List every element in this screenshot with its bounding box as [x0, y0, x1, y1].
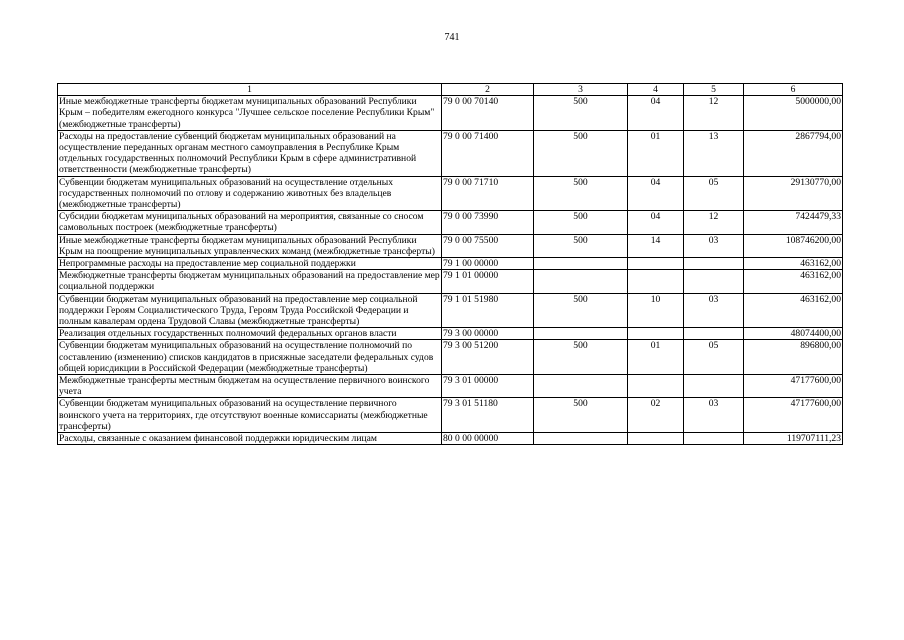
row-section-cell: 04 [628, 211, 684, 234]
row-section-cell: 02 [628, 398, 684, 433]
table-row [58, 130, 843, 176]
row-name-cell: Реализация отдельных государственных полномочий федеральных органов власти [58, 328, 442, 340]
row-expense-type-cell: 500 [534, 293, 628, 328]
row-sum-cell: 896800,00 [744, 340, 843, 375]
row-name-cell: Непрограммные расходы на предоставление мер социальной поддержки [58, 258, 442, 270]
table-row [58, 234, 843, 257]
row-name-cell: Субсидии бюджетам муниципальных образований на мероприятия, связанные со сносом самовольных построек (межбюджетные трансферты) [58, 211, 442, 234]
row-expense-type-cell: 500 [534, 398, 628, 433]
header-cell-3: 3 [534, 84, 628, 96]
row-name-cell: Межбюджетные трансферты местным бюджетам на осуществление первичного воинского учета [58, 375, 442, 398]
row-sum-cell: 119707111,23 [744, 433, 843, 445]
row-code-cell: 79 0 00 70140 [442, 96, 534, 131]
row-code-cell: 79 1 00 00000 [442, 258, 534, 270]
row-code-cell: 79 3 01 51180 [442, 398, 534, 433]
row-sum-cell: 7424479,33 [744, 211, 843, 234]
header-cell-4: 4 [628, 84, 684, 96]
table-row [58, 433, 843, 445]
row-sum-cell: 47177600,00 [744, 398, 843, 433]
row-name-cell: Субвенции бюджетам муниципальных образований на предоставление мер социальной поддержки Героям Социалистического Труда, Героям Труда Российской Федерации и полным кавалерам ордена Трудовой Славы (межбюджетные трансферты) [58, 293, 442, 328]
row-sum-cell: 108746200,00 [744, 234, 843, 257]
header-cell-1: 1 [58, 84, 442, 96]
row-section-cell: 10 [628, 293, 684, 328]
row-expense-type-cell [534, 375, 628, 398]
row-subsection-cell: 12 [684, 211, 744, 234]
row-section-cell: 01 [628, 130, 684, 176]
row-code-cell: 79 1 01 51980 [442, 293, 534, 328]
row-section-cell: 04 [628, 176, 684, 211]
row-sum-cell: 2867794,00 [744, 130, 843, 176]
row-name-cell: Иные межбюджетные трансферты бюджетам муниципальных образований Республики Крым на поощрение муниципальных управленческих команд (межбюджетные трансферты) [58, 234, 442, 257]
row-code-cell: 79 3 00 00000 [442, 328, 534, 340]
row-expense-type-cell: 500 [534, 176, 628, 211]
row-subsection-cell: 05 [684, 340, 744, 375]
table-row [58, 211, 843, 234]
row-sum-cell: 5000000,00 [744, 96, 843, 131]
row-sum-cell: 463162,00 [744, 293, 843, 328]
budget-table [57, 83, 843, 445]
row-code-cell: 79 0 00 75500 [442, 234, 534, 257]
row-subsection-cell: 05 [684, 176, 744, 211]
table-row [58, 96, 843, 131]
row-section-cell: 14 [628, 234, 684, 257]
row-expense-type-cell [534, 433, 628, 445]
row-sum-cell: 463162,00 [744, 270, 843, 293]
row-subsection-cell [684, 375, 744, 398]
page-number: 741 [444, 32, 460, 43]
row-sum-cell: 48074400,00 [744, 328, 843, 340]
row-subsection-cell: 12 [684, 96, 744, 131]
row-code-cell: 79 1 01 00000 [442, 270, 534, 293]
row-section-cell [628, 433, 684, 445]
row-expense-type-cell [534, 258, 628, 270]
row-name-cell: Расходы, связанные с оказанием финансовой поддержки юридическим лицам [58, 433, 442, 445]
row-code-cell: 79 3 01 00000 [442, 375, 534, 398]
row-name-cell: Субвенции бюджетам муниципальных образований на осуществление отдельных государственных полномочий по отлову и содержанию животных без владельцев (межбюджетные трансферты) [58, 176, 442, 211]
table-row [58, 340, 843, 375]
row-code-cell: 80 0 00 00000 [442, 433, 534, 445]
row-section-cell [628, 375, 684, 398]
row-section-cell: 04 [628, 96, 684, 131]
row-expense-type-cell: 500 [534, 211, 628, 234]
header-cell-5: 5 [684, 84, 744, 96]
table-row [58, 328, 843, 340]
row-expense-type-cell: 500 [534, 96, 628, 131]
table-row [58, 398, 843, 433]
table-row [58, 293, 843, 328]
header-cell-6: 6 [744, 84, 843, 96]
row-subsection-cell [684, 270, 744, 293]
row-name-cell: Межбюджетные трансферты бюджетам муниципальных образований на предоставление мер социальной поддержки [59, 270, 440, 293]
row-name-cell: Расходы на предоставление субвенций бюджетам муниципальных образований на осуществление переданных органам местного самоуправления в Республике Крым отдельных государственных полномочий Республики Крым в сфере административной ответственности (межбюджетные трансферты) [58, 130, 442, 176]
row-code-cell: 79 3 00 51200 [442, 340, 534, 375]
table-row [58, 258, 843, 270]
table-row [58, 270, 843, 293]
row-sum-cell: 29130770,00 [744, 176, 843, 211]
header-cell-2: 2 [442, 84, 534, 96]
row-name-cell: Субвенции бюджетам муниципальных образований на осуществление полномочий по составлению (изменению) списков кандидатов в присяжные заседатели федеральных судов общей юрисдикции в Российской Федерации (межбюджетные трансферты) [58, 340, 442, 375]
row-subsection-cell: 03 [684, 293, 744, 328]
row-subsection-cell: 03 [684, 398, 744, 433]
row-sum-cell: 463162,00 [744, 258, 843, 270]
row-section-cell [628, 270, 684, 293]
row-expense-type-cell: 500 [534, 130, 628, 176]
row-code-cell: 79 0 00 71400 [442, 130, 534, 176]
row-expense-type-cell: 500 [534, 234, 628, 257]
table-row [58, 176, 843, 211]
row-code-cell: 79 0 00 71710 [442, 176, 534, 211]
row-section-cell [628, 328, 684, 340]
row-subsection-cell [684, 258, 744, 270]
row-subsection-cell [684, 433, 744, 445]
row-expense-type-cell [534, 328, 628, 340]
row-section-cell: 01 [628, 340, 684, 375]
row-subsection-cell: 03 [684, 234, 744, 257]
row-name-cell: Иные межбюджетные трансферты бюджетам муниципальных образований Республики Крым – победителям ежегодного конкурса "Лучшее сельское поселение Республики Крым" (межбюджетные трансферты) [58, 96, 442, 131]
row-sum-cell: 47177600,00 [744, 375, 843, 398]
row-code-cell: 79 0 00 73990 [442, 211, 534, 234]
table-row [58, 375, 843, 398]
row-expense-type-cell [534, 270, 628, 293]
row-expense-type-cell: 500 [534, 340, 628, 375]
row-subsection-cell [684, 328, 744, 340]
row-name-cell: Субвенции бюджетам муниципальных образований на осуществление первичного воинского учета на территориях, где отсутствуют военные комиссариаты (межбюджетные трансферты) [58, 398, 442, 433]
table-header-row [58, 84, 843, 96]
row-section-cell [628, 258, 684, 270]
row-subsection-cell: 13 [684, 130, 744, 176]
